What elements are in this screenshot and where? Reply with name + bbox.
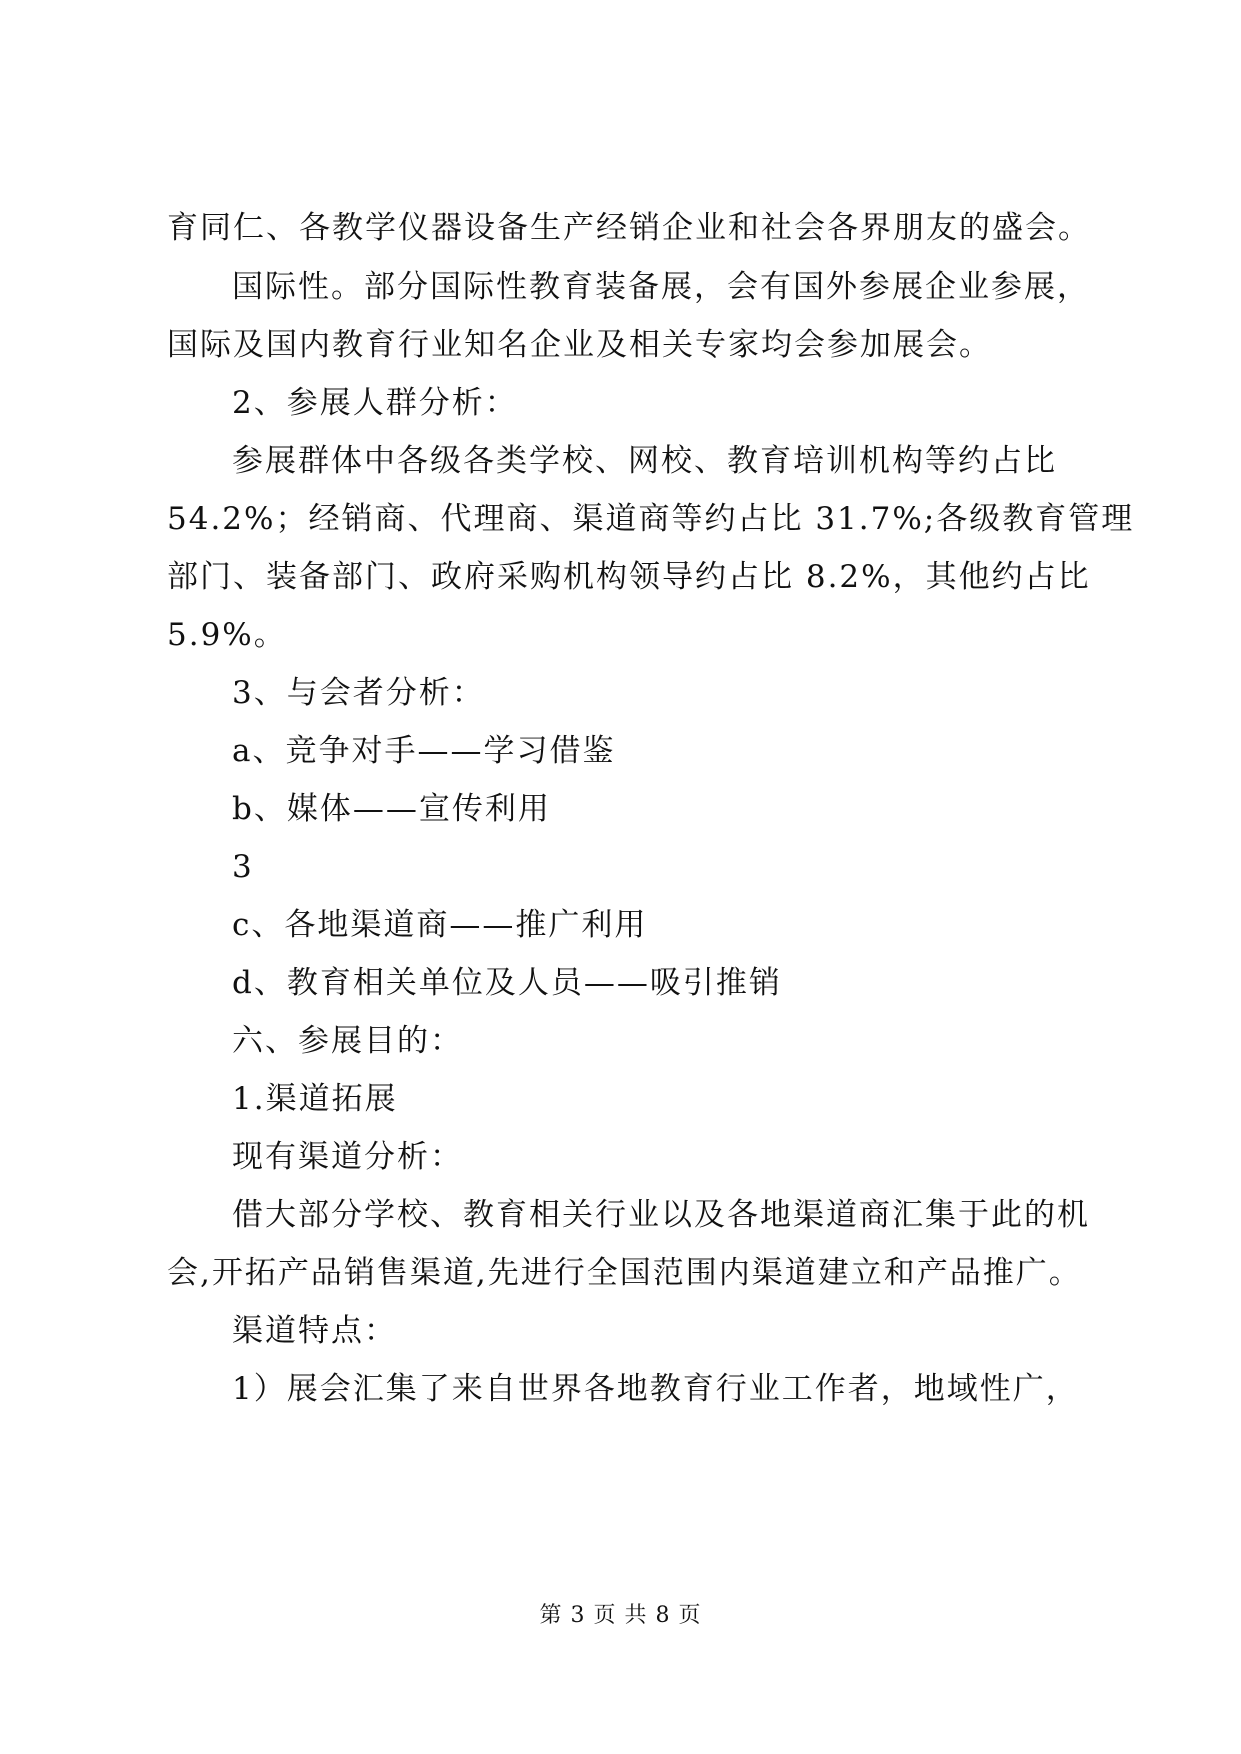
- section-heading: 2、参展人群分析：: [232, 385, 518, 421]
- section-heading: 六、参展目的：: [232, 1023, 463, 1059]
- paragraph-line: 会,开拓产品销售渠道,先进行全国范围内渠道建立和产品推广。: [167, 1255, 1082, 1291]
- paragraph-line: 国际性。部分国际性教育装备展，会有国外参展企业参展，: [232, 269, 1090, 305]
- page-footer: 第 3 页 共 8 页: [539, 1603, 702, 1628]
- list-item: 1）展会汇集了来自世界各地教育行业工作者，地域性广，: [232, 1371, 1079, 1407]
- paragraph-line: 5.9%。: [167, 617, 287, 653]
- list-item: c、各地渠道商——推广利用: [232, 907, 648, 943]
- section-heading: 3、与会者分析：: [232, 675, 485, 711]
- paragraph-line: 54.2%；经销商、代理商、渠道商等约占比 31.7%;各级教育管理: [167, 501, 1135, 537]
- paragraph-line: 参展群体中各级各类学校、网校、教育培训机构等约占比: [232, 443, 1057, 479]
- paragraph-line: 渠道特点：: [232, 1313, 397, 1349]
- paragraph-line: 部门、装备部门、政府采购机构领导约占比 8.2%，其他约占比: [167, 559, 1091, 595]
- paragraph-line: 借大部分学校、教育相关行业以及各地渠道商汇集于此的机: [232, 1197, 1090, 1233]
- paragraph-line: 现有渠道分析：: [232, 1139, 463, 1175]
- list-item: a、竞争对手——学习借鉴: [232, 733, 616, 769]
- subsection-heading: 1.渠道拓展: [232, 1081, 398, 1117]
- paragraph-line: 育同仁、各教学仪器设备生产经销企业和社会各界朋友的盛会。: [167, 210, 1091, 246]
- paragraph-line: 国际及国内教育行业知名企业及相关专家均会参加展会。: [167, 327, 992, 363]
- list-item: d、教育相关单位及人员——吸引推销: [232, 965, 782, 1001]
- stray-page-number: 3: [232, 849, 254, 885]
- list-item: b、媒体——宣传利用: [232, 791, 551, 827]
